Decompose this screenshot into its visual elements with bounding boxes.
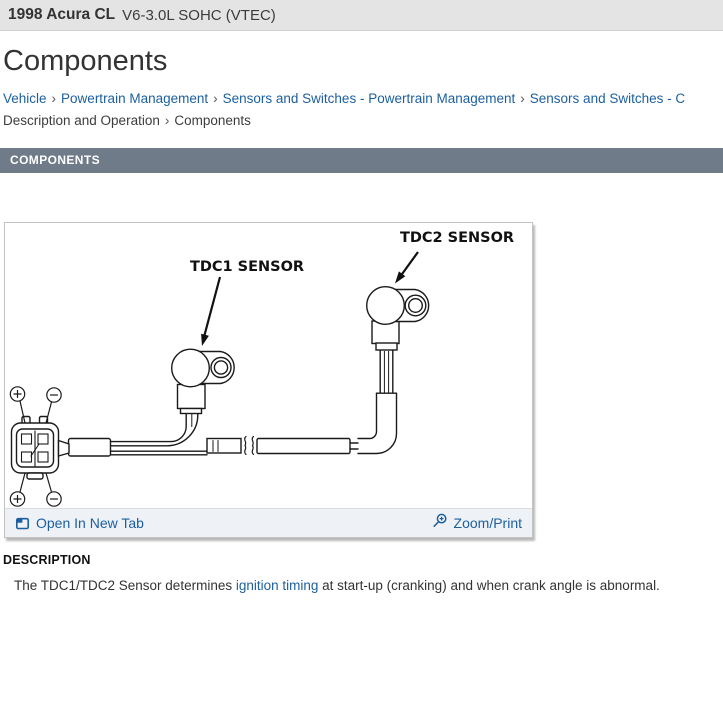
breadcrumb-description-and-operation: Description and Operation bbox=[3, 113, 160, 128]
vehicle-name: 1998 Acura CL bbox=[8, 6, 116, 23]
open-in-new-tab-link[interactable] bbox=[15, 515, 144, 531]
description-heading: DESCRIPTION bbox=[3, 553, 91, 567]
description-text-before: The TDC1/TDC2 Sensor determines bbox=[14, 578, 236, 593]
section-header-label: COMPONENTS bbox=[10, 153, 101, 167]
new-tab-icon bbox=[15, 516, 30, 531]
description-text-after: at start-up (cranking) and when crank angle is abnormal. bbox=[318, 578, 660, 593]
tdc-sensor-diagram bbox=[5, 223, 532, 508]
chevron-separator-icon: › bbox=[164, 113, 170, 128]
figure-box bbox=[4, 222, 533, 538]
tdc1-sensor-label: TDC1 SENSOR bbox=[189, 259, 305, 275]
section-header-components bbox=[0, 148, 723, 173]
breadcrumb bbox=[0, 88, 723, 132]
breadcrumb-line-2 bbox=[3, 110, 723, 132]
breadcrumb-sensors-switches-clipped[interactable]: Sensors and Switches - C bbox=[529, 91, 686, 106]
breadcrumb-vehicle[interactable]: Vehicle bbox=[3, 91, 47, 106]
chevron-separator-icon: › bbox=[520, 91, 525, 106]
main-content bbox=[0, 45, 723, 593]
breadcrumb-line-1 bbox=[3, 88, 723, 110]
tdc2-sensor-label: TDC2 SENSOR bbox=[399, 230, 515, 246]
breadcrumb-components: Components bbox=[174, 113, 251, 128]
description-section bbox=[3, 553, 723, 593]
vehicle-engine: V6-3.0L SOHC (VTEC) bbox=[122, 6, 276, 24]
chevron-separator-icon: › bbox=[213, 91, 218, 106]
chevron-separator-icon: › bbox=[51, 91, 57, 106]
description-text bbox=[14, 578, 723, 593]
zoom-print-link[interactable] bbox=[432, 515, 522, 531]
ignition-timing-link[interactable]: ignition timing bbox=[235, 578, 319, 593]
open-in-new-tab-label: Open In New Tab bbox=[36, 515, 144, 531]
vehicle-header bbox=[0, 0, 723, 31]
zoom-print-label: Zoom/Print bbox=[453, 515, 522, 531]
page-title: Components bbox=[3, 45, 168, 77]
breadcrumb-powertrain-management[interactable]: Powertrain Management bbox=[61, 91, 209, 106]
breadcrumb-sensors-switches-powertrain[interactable]: Sensors and Switches - Powertrain Management bbox=[222, 91, 516, 106]
magnifier-zoom-icon bbox=[432, 513, 448, 529]
figure-toolbar bbox=[5, 508, 532, 537]
